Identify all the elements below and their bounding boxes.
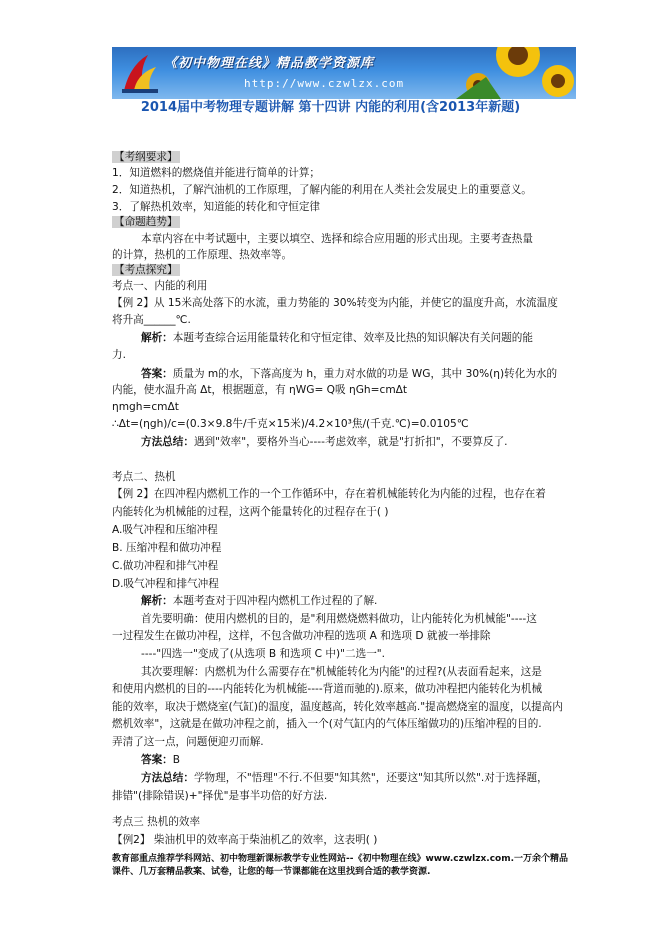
text-line: 本章内容在中考试题中，主要以填空、选择和综合应用题的形式出现。主要考查热量 — [141, 233, 533, 245]
text-line: 答案：质量为 m的水，下落高度为 h，重力对水做的功是 WG，其中 30%(η)转化为水的 — [141, 368, 558, 380]
text-line: 燃机效率"，这就是在做功冲程之前，插入一个(对气缸内的气体压缩做功的)压缩冲程的目的. — [112, 718, 542, 730]
text-line: 首先要明确：使用内燃机的目的，是"利用燃烧燃料做功，让内能转化为机械能"----这 — [141, 613, 537, 625]
text-line: 考点三 热机的效率 — [112, 816, 201, 828]
bold-label: 解析： — [141, 332, 173, 344]
text-line: 方法总结：学物理，不"悟理"不行.不但要"知其然"，还要这"知其所以然".对于选择题， — [141, 772, 548, 784]
text-line: 其次要理解：内燃机为什么需要存在"机械能转化为内能"的过程?(从表面看起来，这是 — [141, 666, 542, 678]
text-line — [112, 215, 180, 229]
bold-label: 方法总结： — [141, 772, 194, 784]
text-line: 【例2】 柴油机甲的效率高于柴油机乙的效率，这表明( ) — [112, 834, 378, 846]
text-line: 能的效率，取决于燃烧室(气缸)的温度，温度越高，转化效率越高."提高燃烧室的温度，以提高内 — [112, 701, 563, 713]
text-line: 和使用内燃机的目的----内能转化为机械能----背道而驰的).原来，做功冲程把内能转化为机械 — [112, 683, 543, 695]
text-line: 弄清了这一点，问题便迎刃而解. — [112, 736, 264, 748]
text-line: 答案：B — [141, 754, 181, 766]
section-header: 【考点探究】 — [114, 264, 178, 276]
text-line: B. 压缩冲程和做功冲程 — [112, 542, 222, 554]
text-line: D.吸气冲程和排气冲程 — [112, 578, 219, 590]
text-line: ----"四选一"变成了(从选项 B 和选项 C 中)"二选一". — [141, 648, 386, 660]
text-line — [112, 150, 180, 164]
text-line: ∴Δt=(ηgh)/c=(0.3×9.8牛/千克×15米)/4.2×10³焦/(千克.℃)=0.0105℃ — [112, 418, 469, 430]
text-line: 的计算，热机的工作原理、热效率等。 — [112, 249, 293, 261]
text-line: 内能转化为机械能的过程，这两个能量转化的过程存在于( ) — [112, 506, 389, 518]
banner-url[interactable]: http://www.czwlzx.com — [244, 77, 405, 90]
text-line: 解析：本题考查综合运用能量转化和守恒定律、效率及比热的知识解决有关问题的能 — [141, 332, 533, 344]
text-line: C.做功冲程和排气冲程 — [112, 560, 219, 572]
text-line: 1．知道燃料的燃烧值并能进行简单的计算； — [112, 167, 321, 179]
text-line: 将升高______℃. — [112, 314, 191, 326]
bold-label: 答案： — [141, 754, 173, 766]
text-line: 2．知道热机，了解汽油机的工作原理，了解内能的利用在人类社会发展史上的重要意义。 — [112, 184, 532, 196]
section-header: 【命题趋势】 — [114, 216, 178, 228]
text-line — [112, 263, 180, 277]
text-line: 内能，使水温升高 Δt，根据题意，有 ηWG= Q吸 ηGh=cmΔt — [112, 384, 408, 396]
text-line: 解析：本题考查对于四冲程内燃机工作过程的了解. — [141, 595, 378, 607]
text-line: 【例 2】从 15米高处落下的水流，重力势能的 30%转变为内能，并使它的温度升高，水流温度 — [112, 297, 558, 309]
text-line: 力. — [112, 349, 126, 361]
text-line: 考点二、热机 — [112, 471, 176, 483]
banner-title: 《初中物理在线》精品教学资源库 — [164, 56, 375, 71]
text-line: 考点一、内能的利用 — [112, 280, 208, 292]
text-line: 方法总结：遇到"效率"，要格外当心----考虑效率，就是"打折扣"，不要算反了. — [141, 436, 508, 448]
page-footer: 教育部重点推荐学科网站、初中物理新课标教学专业性网站--《初中物理在线》www.czwlzx.com.一万余个精品课件、几万套精品教案、试卷，让您的每一节课都能在这里找到合适的教学资源. — [112, 854, 569, 877]
text-line: 一过程发生在做功冲程，这样，不包含做功冲程的选项 A 和选项 D 就被一举排除 — [112, 630, 491, 642]
bold-label: 方法总结： — [141, 436, 194, 448]
bold-label: 解析： — [141, 595, 173, 607]
document-title: 2014届中考物理专题讲解 第十四讲 内能的利用(含2013年新题) — [140, 100, 521, 115]
text-line: 【例 2】在四冲程内燃机工作的一个工作循环中，存在着机械能转化为内能的过程，也存在着 — [112, 488, 546, 500]
text-line: A.吸气冲程和压缩冲程 — [112, 524, 218, 536]
text-line: 3．了解热机效率，知道能的转化和守恒定律 — [112, 201, 321, 213]
text-line: 排错"(排除错误)+"择优"是事半功倍的好方法. — [112, 790, 328, 802]
text-line: ηmgh=cmΔt — [112, 401, 179, 413]
site-banner — [112, 47, 576, 99]
sunflower-icon — [456, 47, 576, 99]
site-logo-icon — [118, 51, 162, 95]
bold-label: 答案： — [141, 368, 173, 380]
section-header: 【考纲要求】 — [114, 151, 178, 163]
